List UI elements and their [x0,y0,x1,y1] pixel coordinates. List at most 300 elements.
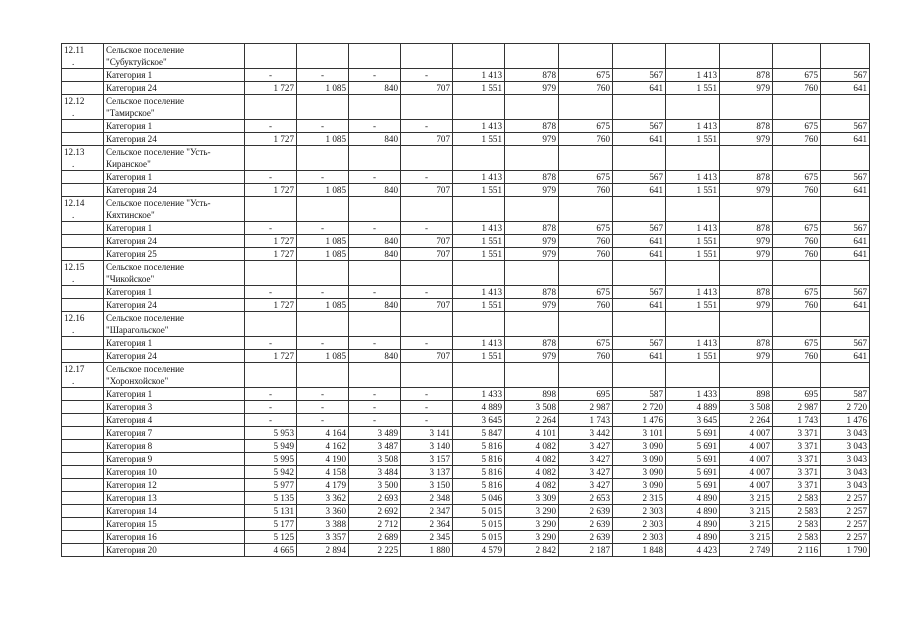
value-cell: 5 953 [245,427,297,440]
value-cell: 1 413 [666,69,720,82]
value-cell: 3 508 [505,401,559,414]
value-cell: 2 257 [821,505,870,518]
value-cell: 5 135 [245,492,297,505]
empty-cell [559,146,613,171]
section-header-row [62,146,870,171]
value-cell: 567 [613,171,666,184]
value-cell: 3 090 [613,440,666,453]
value-cell: 3 215 [720,492,773,505]
value-cell: - [349,337,401,350]
value-cell: 2 583 [773,505,821,518]
value-cell: 1 790 [821,544,870,557]
code-cell-empty [62,286,104,299]
empty-cell [821,44,870,69]
category-label: Категория 1 [104,388,245,401]
value-cell: 567 [821,69,870,82]
empty-cell [349,261,401,286]
section-code [62,146,104,171]
value-cell: 3 388 [297,518,349,531]
value-cell: 5 046 [453,492,505,505]
value-cell: 1 551 [453,82,505,95]
value-cell: 1 727 [245,133,297,146]
value-cell: 707 [401,184,453,197]
empty-cell [401,95,453,120]
value-cell: 878 [505,286,559,299]
value-cell: 760 [559,235,613,248]
value-cell: 1 551 [453,248,505,261]
value-cell: 675 [773,286,821,299]
empty-cell [666,44,720,69]
value-cell: 4 423 [666,544,720,557]
value-cell: 3 427 [559,466,613,479]
empty-cell [773,146,821,171]
value-cell: 641 [821,235,870,248]
value-cell: 641 [613,248,666,261]
value-cell: - [297,69,349,82]
section-code-number: 12.17 [64,364,85,374]
value-cell: 1 880 [401,544,453,557]
empty-cell [349,363,401,388]
value-cell: 760 [559,82,613,95]
value-cell: 641 [821,133,870,146]
value-cell: 4 162 [297,440,349,453]
code-cell-empty [62,69,104,82]
category-label: Категория 1 [104,222,245,235]
code-cell-empty [62,466,104,479]
section-name-line: Киранское" [106,159,151,169]
value-cell: 4 164 [297,427,349,440]
value-cell: 1 551 [666,82,720,95]
category-label: Категория 15 [104,518,245,531]
value-cell: 1 413 [453,337,505,350]
value-cell: 1 085 [297,184,349,197]
value-cell: 641 [821,299,870,312]
value-cell: 2 749 [720,544,773,557]
value-cell: 2 583 [773,492,821,505]
code-cell-empty [62,235,104,248]
value-cell: 2 842 [505,544,559,557]
value-cell: 1 413 [666,286,720,299]
value-cell: 641 [821,82,870,95]
code-cell-empty [62,414,104,427]
value-cell: 840 [349,184,401,197]
empty-cell [297,44,349,69]
value-cell: 2 303 [613,518,666,531]
value-cell: 3 371 [773,453,821,466]
empty-cell [666,197,720,222]
value-cell: 1 551 [666,248,720,261]
value-cell: 979 [505,235,559,248]
category-label: Категория 1 [104,171,245,184]
value-cell: 4 889 [666,401,720,414]
value-cell: 1 085 [297,248,349,261]
value-cell: 1 727 [245,350,297,363]
section-header-row [62,363,870,388]
value-cell: 1 551 [453,350,505,363]
value-cell: 5 942 [245,466,297,479]
value-cell: 2 348 [401,492,453,505]
section-header-row [62,44,870,69]
tariff-table [61,43,870,557]
value-cell: 695 [559,388,613,401]
value-cell: 641 [613,350,666,363]
empty-cell [666,146,720,171]
value-cell: 675 [773,222,821,235]
empty-cell [245,363,297,388]
value-cell: - [245,222,297,235]
table-row [62,544,870,557]
section-name [104,44,245,69]
value-cell: 760 [559,350,613,363]
table-row [62,235,870,248]
value-cell: 1 551 [453,184,505,197]
empty-cell [349,312,401,337]
value-cell: 3 137 [401,466,453,479]
value-cell: 567 [613,337,666,350]
empty-cell [297,261,349,286]
value-cell: 1 727 [245,184,297,197]
category-label: Категория 1 [104,286,245,299]
value-cell: 3 427 [559,479,613,492]
section-name [104,363,245,388]
value-cell: - [349,120,401,133]
value-cell: 3 101 [613,427,666,440]
value-cell: 1 743 [559,414,613,427]
section-header-row [62,197,870,222]
value-cell: 4 890 [666,505,720,518]
table-row [62,427,870,440]
value-cell: 760 [559,184,613,197]
value-cell: - [349,388,401,401]
value-cell: - [245,401,297,414]
value-cell: 3 215 [720,518,773,531]
category-label: Категория 3 [104,401,245,414]
code-cell-empty [62,171,104,184]
empty-cell [453,261,505,286]
empty-cell [613,44,666,69]
value-cell: 707 [401,350,453,363]
value-cell: 2 315 [613,492,666,505]
value-cell: 979 [720,248,773,261]
empty-cell [453,197,505,222]
empty-cell [613,261,666,286]
value-cell: 2 303 [613,531,666,544]
section-name-line: Сельское поселение [106,364,185,374]
value-cell: 878 [720,286,773,299]
code-cell-empty [62,184,104,197]
section-code-tail: . [72,274,75,284]
value-cell: 3 357 [297,531,349,544]
value-cell: 760 [773,82,821,95]
empty-cell [245,261,297,286]
value-cell: 3 508 [349,453,401,466]
value-cell: 2 345 [401,531,453,544]
value-cell: 1 413 [666,171,720,184]
empty-cell [453,363,505,388]
code-cell-empty [62,388,104,401]
empty-cell [613,197,666,222]
value-cell: 840 [349,248,401,261]
table-row [62,466,870,479]
value-cell: - [349,286,401,299]
value-cell: 3 427 [559,440,613,453]
value-cell: 3 150 [401,479,453,492]
section-code [62,95,104,120]
value-cell: 3 043 [821,466,870,479]
section-name [104,197,245,222]
value-cell: 1 727 [245,248,297,261]
empty-cell [821,95,870,120]
value-cell: 675 [773,69,821,82]
value-cell: 1 551 [453,299,505,312]
value-cell: 4 890 [666,518,720,531]
code-cell-empty [62,544,104,557]
table-row [62,440,870,453]
value-cell: 1 413 [453,286,505,299]
empty-cell [453,312,505,337]
empty-cell [505,44,559,69]
section-code-tail: . [72,108,75,118]
empty-cell [453,146,505,171]
value-cell: 979 [505,248,559,261]
value-cell: 3 508 [720,401,773,414]
empty-cell [505,197,559,222]
value-cell: 1 433 [666,388,720,401]
value-cell: 567 [821,120,870,133]
value-cell: 5 691 [666,427,720,440]
value-cell: 707 [401,133,453,146]
value-cell: 3 500 [349,479,401,492]
value-cell: 1 085 [297,133,349,146]
value-cell: 5 816 [453,466,505,479]
empty-cell [720,95,773,120]
empty-cell [821,261,870,286]
code-cell-empty [62,492,104,505]
empty-cell [773,44,821,69]
empty-cell [773,363,821,388]
empty-cell [245,312,297,337]
value-cell: 3 043 [821,453,870,466]
value-cell: - [245,286,297,299]
value-cell: 1 433 [453,388,505,401]
empty-cell [297,363,349,388]
section-code [62,197,104,222]
value-cell: 5 691 [666,440,720,453]
value-cell: 878 [505,337,559,350]
value-cell: 641 [613,235,666,248]
value-cell: 2 693 [349,492,401,505]
value-cell: 760 [559,133,613,146]
value-cell: - [297,120,349,133]
empty-cell [349,146,401,171]
empty-cell [559,44,613,69]
value-cell: 4 082 [505,466,559,479]
table-row [62,133,870,146]
value-cell: 567 [613,286,666,299]
empty-cell [821,146,870,171]
empty-cell [720,261,773,286]
code-cell-empty [62,82,104,95]
value-cell: - [297,222,349,235]
value-cell: 2 303 [613,505,666,518]
section-name-line: Сельское поселение [106,313,185,323]
value-cell: - [349,171,401,184]
empty-cell [401,261,453,286]
value-cell: 707 [401,299,453,312]
table-row [62,479,870,492]
value-cell: 675 [559,286,613,299]
value-cell: 587 [613,388,666,401]
value-cell: 567 [613,222,666,235]
value-cell: 675 [559,222,613,235]
empty-cell [297,95,349,120]
value-cell: 2 264 [505,414,559,427]
value-cell: 5 995 [245,453,297,466]
value-cell: 979 [505,82,559,95]
value-cell: - [245,388,297,401]
value-cell: 2 712 [349,518,401,531]
empty-cell [666,363,720,388]
value-cell: - [297,171,349,184]
value-cell: 2 257 [821,518,870,531]
value-cell: 1 551 [666,235,720,248]
table-row [62,350,870,363]
value-cell: 1 085 [297,82,349,95]
value-cell: 1 743 [773,414,821,427]
empty-cell [245,44,297,69]
category-label: Категория 24 [104,350,245,363]
code-cell-empty [62,505,104,518]
value-cell: 4 007 [720,479,773,492]
value-cell: 641 [821,184,870,197]
value-cell: 641 [613,82,666,95]
section-name [104,261,245,286]
value-cell: 2 689 [349,531,401,544]
value-cell: 567 [821,337,870,350]
section-name-line: Сельское поселение "Усть- [106,147,211,157]
empty-cell [821,312,870,337]
section-header-row [62,312,870,337]
value-cell: 5 847 [453,427,505,440]
empty-cell [401,197,453,222]
category-label: Категория 1 [104,69,245,82]
value-cell: 3 290 [505,505,559,518]
value-cell: 2 583 [773,518,821,531]
empty-cell [505,146,559,171]
value-cell: 878 [720,120,773,133]
empty-cell [613,146,666,171]
category-label: Категория 8 [104,440,245,453]
table-row [62,531,870,544]
value-cell: - [297,286,349,299]
category-label: Категория 1 [104,120,245,133]
value-cell: 1 413 [666,222,720,235]
code-cell-empty [62,337,104,350]
value-cell: - [401,337,453,350]
value-cell: 567 [821,286,870,299]
empty-cell [666,312,720,337]
value-cell: 1 413 [453,120,505,133]
table-row [62,388,870,401]
code-cell-empty [62,427,104,440]
code-cell-empty [62,531,104,544]
value-cell: 1 727 [245,299,297,312]
value-cell: 5 816 [453,440,505,453]
empty-cell [349,44,401,69]
section-name-line: Кяхтинское" [106,210,155,220]
value-cell: 3 090 [613,453,666,466]
empty-cell [559,312,613,337]
empty-cell [773,95,821,120]
value-cell: 2 987 [773,401,821,414]
value-cell: 760 [773,133,821,146]
value-cell: 3 371 [773,479,821,492]
value-cell: 5 949 [245,440,297,453]
value-cell: 2 257 [821,531,870,544]
value-cell: 4 007 [720,453,773,466]
value-cell: 567 [821,222,870,235]
value-cell: 979 [720,133,773,146]
table-row [62,453,870,466]
value-cell: 2 187 [559,544,613,557]
empty-cell [505,312,559,337]
section-name-line: "Хоронхойское" [106,376,169,386]
empty-cell [666,95,720,120]
value-cell: - [401,171,453,184]
section-header-row [62,261,870,286]
value-cell: 3 309 [505,492,559,505]
value-cell: 3 371 [773,427,821,440]
value-cell: 840 [349,82,401,95]
value-cell: 2 894 [297,544,349,557]
table-row [62,120,870,133]
value-cell: 979 [720,299,773,312]
empty-cell [245,146,297,171]
value-cell: 979 [720,184,773,197]
empty-cell [666,261,720,286]
value-cell: 3 043 [821,479,870,492]
empty-cell [773,197,821,222]
value-cell: 4 665 [245,544,297,557]
value-cell: 675 [773,337,821,350]
value-cell: 5 691 [666,479,720,492]
empty-cell [720,312,773,337]
section-code-tail: . [72,325,75,335]
value-cell: 1 551 [453,235,505,248]
value-cell: 1 551 [666,184,720,197]
empty-cell [349,197,401,222]
value-cell: 2 639 [559,518,613,531]
value-cell: 3 484 [349,466,401,479]
value-cell: 760 [559,299,613,312]
category-label: Категория 24 [104,133,245,146]
section-name-line: Сельское поселение [106,45,185,55]
section-name-line: "Тамирское" [106,108,155,118]
category-label: Категория 12 [104,479,245,492]
value-cell: 1 413 [666,337,720,350]
code-cell-empty [62,401,104,414]
value-cell: - [297,337,349,350]
table-row [62,337,870,350]
value-cell: 3 371 [773,440,821,453]
value-cell: 675 [773,171,821,184]
empty-cell [401,44,453,69]
empty-cell [821,197,870,222]
section-code-tail: . [72,57,75,67]
table-row [62,248,870,261]
value-cell: 675 [559,120,613,133]
value-cell: 898 [720,388,773,401]
